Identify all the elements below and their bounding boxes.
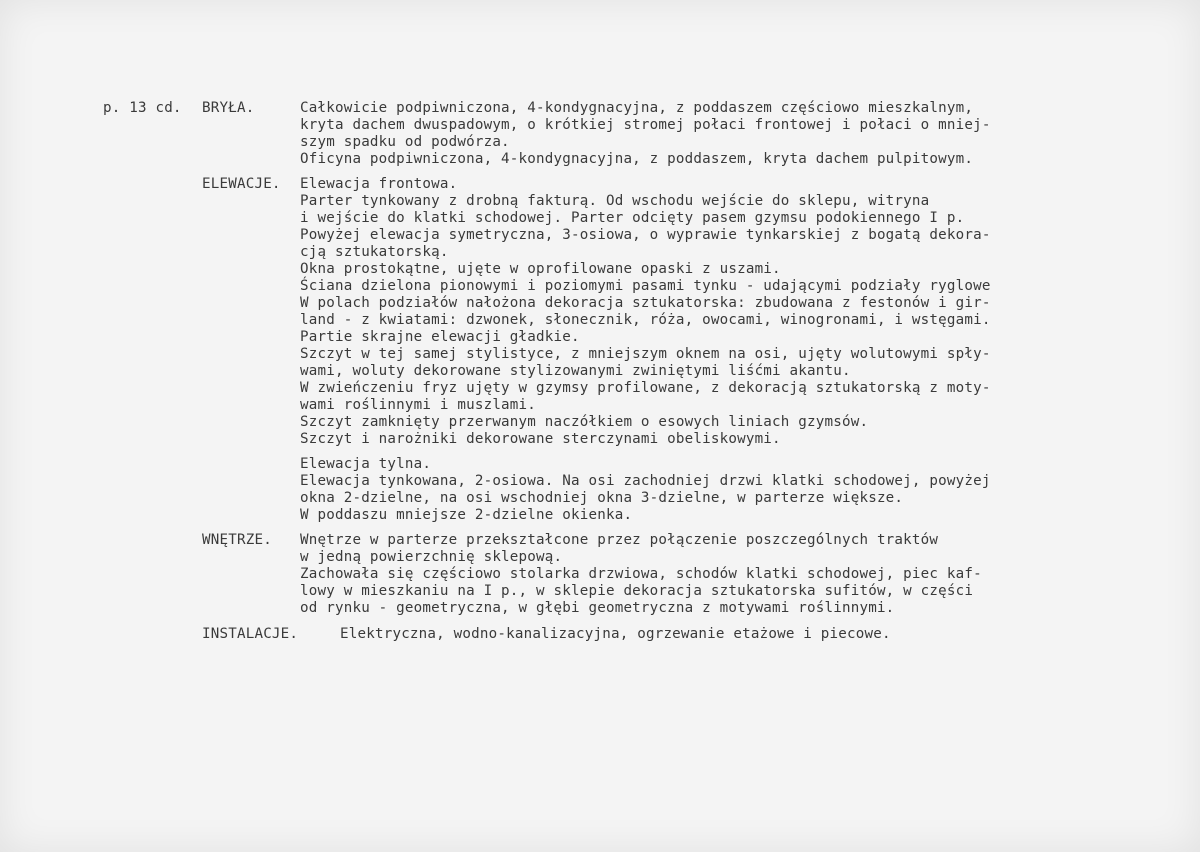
section-label-instalacje: INSTALACJE. <box>202 626 299 642</box>
elewacja-tylna-line: Elewacja tynkowana, 2-osiowa. Na osi zachodniej drzwi klatki schodowej, powyżej <box>300 473 991 489</box>
elewacje-line: Okna prostokątne, ujęte w oprofilowane opaski z uszami. <box>300 261 781 277</box>
elewacja-tylna-line: W poddaszu mniejsze 2-dzielne okienka. <box>300 507 633 523</box>
section-label-wnetrze: WNĘTRZE. <box>202 532 272 548</box>
bryla-line: Całkowicie podpiwniczona, 4-kondygnacyjna, z poddaszem częściowo mieszkalnym, <box>300 100 974 116</box>
elewacje-line: Szczyt zamknięty przerwanym naczółkiem o esowych liniach gzymsów. <box>300 414 869 430</box>
wnetrze-line: w jedną powierzchnię sklepową. <box>300 549 563 565</box>
section-label-elewacje: ELEWACJE. <box>202 176 281 192</box>
elewacje-line: Parter tynkowany z drobną fakturą. Od wschodu wejście do sklepu, witryna <box>300 193 930 209</box>
wnetrze-line: lowy w mieszkaniu na I p., w sklepie dekoracja sztukatorska sufitów, w części <box>300 583 974 599</box>
wnetrze-line: Zachowała się częściowo stolarka drzwiowa, schodów klatki schodowej, piec kaf- <box>300 566 982 582</box>
elewacje-line: W zwieńczeniu fryz ujęty w gzymsy profilowane, z dekoracją sztukatorską z moty- <box>300 380 991 396</box>
elewacje-line: Ściana dzielona pionowymi i poziomymi pasami tynku - udającymi podziały ryglowe <box>300 278 991 294</box>
elewacje-line: Elewacja frontowa. <box>300 176 458 192</box>
elewacja-tylna-line: Elewacja tylna. <box>300 456 432 472</box>
elewacje-line: land - z kwiatami: dzwonek, słonecznik, róża, owocami, winogronami, i wstęgami. <box>300 312 991 328</box>
elewacje-line: i wejście do klatki schodowej. Parter odcięty pasem gzymsu podokiennego I p. <box>300 210 965 226</box>
bryla-line: Oficyna podpiwniczona, 4-kondygnacyjna, z poddaszem, kryta dachem pulpitowym. <box>300 151 974 167</box>
elewacje-line: cją sztukatorską. <box>300 244 449 260</box>
elewacje-line: wami roślinnymi i muszlami. <box>300 397 537 413</box>
elewacje-line: W polach podziałów nałożona dekoracja sztukatorska: zbudowana z festonów i gir- <box>300 295 991 311</box>
instalacje-line: Elektryczna, wodno-kanalizacyjna, ogrzewanie etażowe i piecowe. <box>340 626 891 642</box>
elewacje-line: Partie skrajne elewacji gładkie. <box>300 329 580 345</box>
page-reference: p. 13 cd. <box>103 100 182 116</box>
elewacje-line: Powyżej elewacja symetryczna, 3-osiowa, o wyprawie tynkarskiej z bogatą dekora- <box>300 227 991 243</box>
bryla-line: szym spadku od podwórza. <box>300 134 510 150</box>
elewacje-line: Szczyt i narożniki dekorowane sterczynami obeliskowymi. <box>300 431 781 447</box>
wnetrze-line: od rynku - geometryczna, w głębi geometryczna z motywami roślinnymi. <box>300 600 895 616</box>
elewacja-tylna-line: okna 2-dzielne, na osi wschodniej okna 3-dzielne, w parterze większe. <box>300 490 904 506</box>
section-label-bryla: BRYŁA. <box>202 100 255 116</box>
elewacje-line: Szczyt w tej samej stylistyce, z mniejszym oknem na osi, ujęty wolutowymi spły- <box>300 346 991 362</box>
elewacje-line: wami, woluty dekorowane stylizowanymi zwiniętymi liśćmi akantu. <box>300 363 851 379</box>
bryla-line: kryta dachem dwuspadowym, o krótkiej stromej połaci frontowej i połaci o mniej- <box>300 117 991 133</box>
wnetrze-line: Wnętrze w parterze przekształcone przez połączenie poszczególnych traktów <box>300 532 939 548</box>
